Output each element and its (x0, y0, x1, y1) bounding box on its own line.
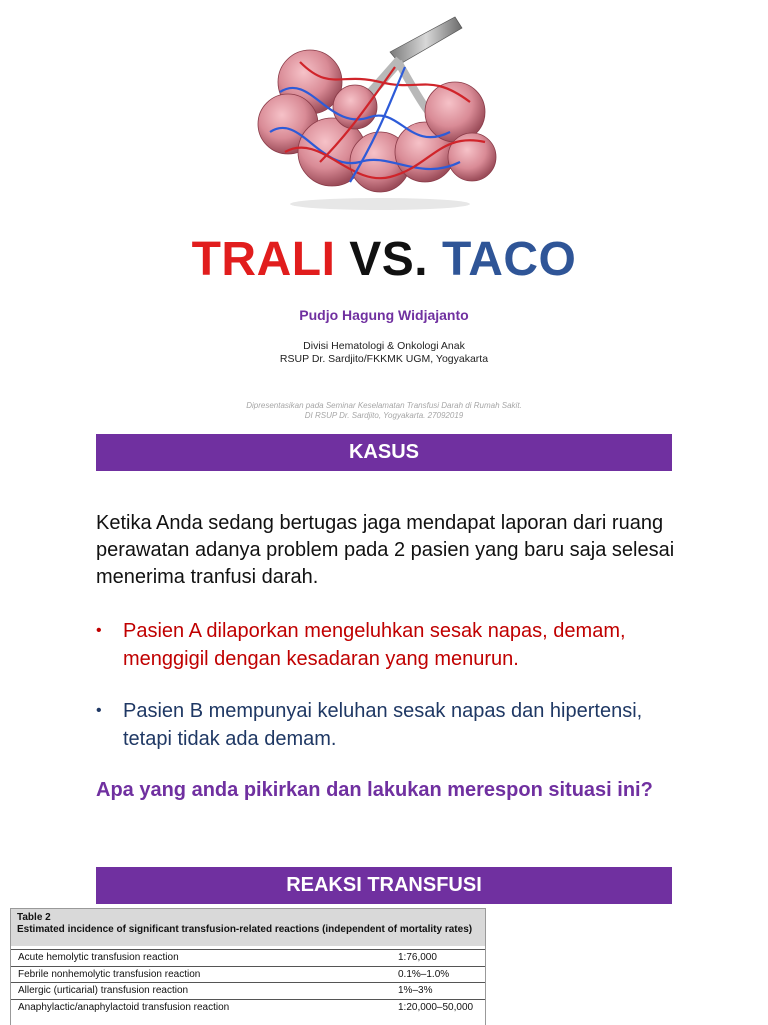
lung-alveoli-illustration (240, 12, 512, 212)
presentation-note (0, 401, 768, 421)
slide-title (0, 232, 768, 287)
bullet-patient-b (96, 697, 686, 753)
affiliation-line-2: RSUP Dr. Sardjito/FKKMK UGM, Yogyakarta (279, 353, 489, 365)
table-row (11, 982, 485, 999)
title-trali: TRALI (191, 233, 336, 286)
title-taco: TACO (441, 233, 577, 286)
table-row (11, 966, 485, 983)
incidence-cell: 0.1%–1.0% (398, 968, 450, 980)
table-header (11, 909, 485, 946)
table-caption: Estimated incidence of significant transfusion-related reactions (independent of mortality rates) (17, 924, 473, 935)
incidence-table (10, 908, 486, 1025)
reaction-cell: Allergic (urticarial) transfusion reaction (18, 985, 189, 996)
reaction-cell: Anaphylactic/anaphylactoid transfusion reaction (18, 1001, 230, 1013)
case-paragraph: Ketika Anda sedang bertugas jaga mendapat laporan dari ruang perawatan adanya problem pada 2 pasien yang baru saja selesai menerima tranfusi darah. (96, 512, 675, 588)
incidence-cell: 1%–3% (398, 985, 433, 996)
kasus-header: KASUS (96, 434, 672, 471)
title-slide (0, 0, 768, 430)
case-question: Apa yang anda pikirkan dan lakukan merespon situasi ini? (96, 779, 653, 801)
author-name: Pudjo Hagung Widjajanto (299, 307, 469, 323)
table-row (11, 999, 485, 1016)
table-label: Table 2 (17, 912, 51, 923)
bullet-patient-a (96, 617, 686, 673)
title-vs: VS. (349, 233, 429, 286)
affiliation (0, 340, 768, 366)
reaksi-transfusi-header: REAKSI TRANSFUSI (96, 867, 672, 904)
reaction-cell: Acute hemolytic transfusion reaction (18, 952, 179, 963)
reaction-cell: Febrile nonhemolytic transfusion reaction (18, 968, 201, 980)
incidence-cell: 1:76,000 (398, 952, 437, 963)
table-row (11, 949, 485, 966)
incidence-cell: 1:20,000–50,000 (398, 1001, 474, 1013)
note-line-2: DI RSUP Dr. Sardjito, Yogyakarta. 27092019 (304, 411, 464, 420)
note-line-1: Dipresentasikan pada Seminar Keselamatan Transfusi Darah di Rumah Sakit. (246, 401, 522, 410)
bullet-dot: • (96, 702, 102, 719)
bullet-text: Pasien A dilaporkan mengeluhkan sesak napas, demam, menggigil dengan kesadaran yang menurun. (123, 620, 626, 670)
affiliation-line-1: Divisi Hematologi & Onkologi Anak (303, 340, 465, 352)
bullet-dot: • (96, 622, 102, 639)
bullet-text: Pasien B mempunyai keluhan sesak napas dan hipertensi, tetapi tidak ada demam. (123, 700, 643, 750)
